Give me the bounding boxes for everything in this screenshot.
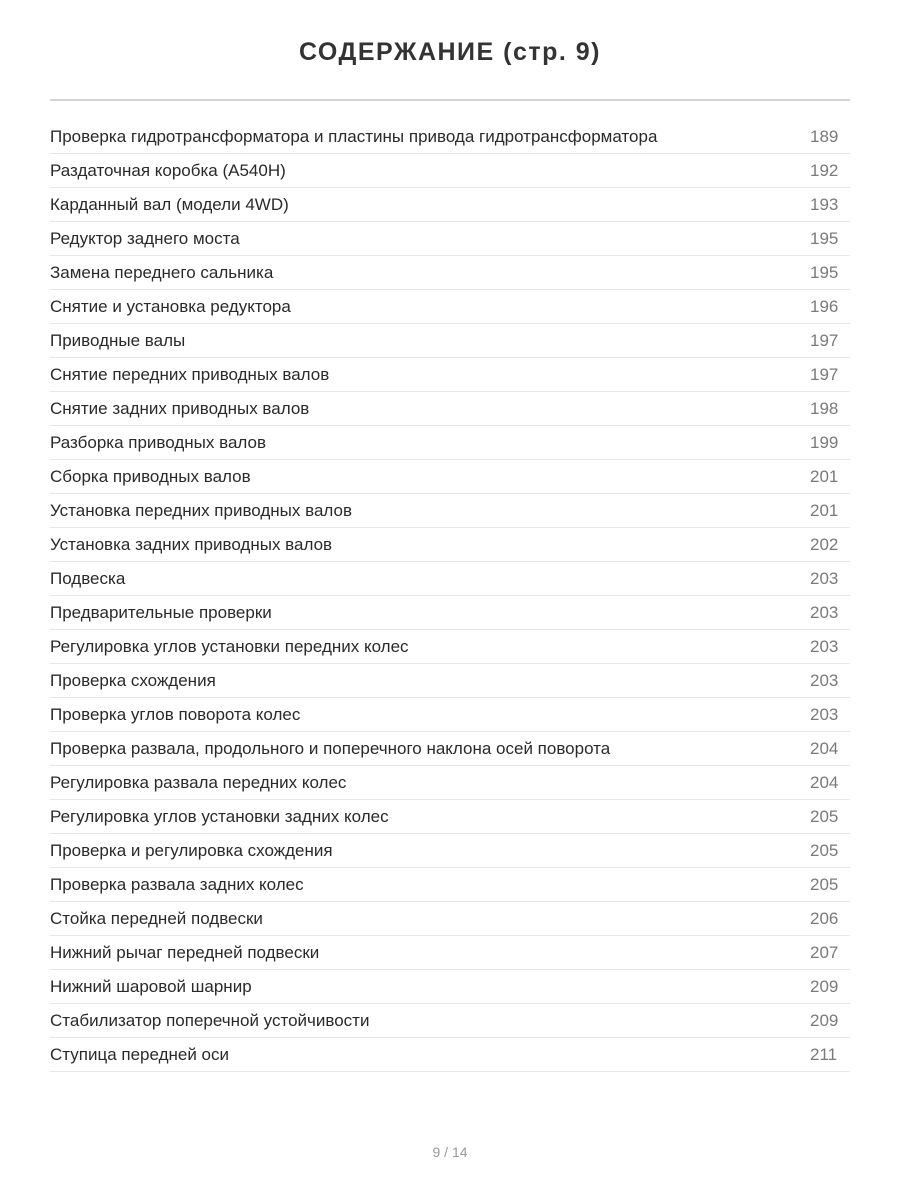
toc-entry-page: 205 — [810, 875, 839, 894]
toc-entry-title: Снятие передних приводных валов — [50, 365, 330, 384]
page-number: 9 / 14 — [432, 1144, 468, 1160]
toc-entry-title: Регулировка развала передних колес — [50, 773, 347, 792]
toc-entry-page: 195 — [810, 229, 839, 248]
toc-entry[interactable] — [50, 596, 850, 630]
toc-entry[interactable] — [50, 290, 850, 324]
toc-entry-title: Проверка и регулировка схождения — [50, 841, 333, 860]
toc-entry-title: Ступица передней оси — [50, 1045, 229, 1064]
toc-entry-title: Проверка развала задних колес — [50, 875, 304, 894]
toc-entry[interactable] — [50, 732, 850, 766]
toc-entry-page: 198 — [810, 399, 839, 418]
toc-entry[interactable] — [50, 800, 850, 834]
toc-entry-page: 203 — [810, 569, 839, 588]
page-title: СОДЕРЖАНИЕ (стр. 9) — [298, 38, 602, 66]
toc-entry-page: 203 — [810, 671, 839, 690]
toc-entry-page: 197 — [810, 365, 839, 384]
toc-entry[interactable] — [50, 154, 850, 188]
toc-entry-title: Установка передних приводных валов — [50, 501, 353, 520]
toc-entry[interactable] — [50, 494, 850, 528]
toc-entry-page: 204 — [810, 739, 839, 758]
toc-entry[interactable] — [50, 1004, 850, 1038]
toc-entry[interactable] — [50, 120, 850, 154]
toc-entry[interactable] — [50, 698, 850, 732]
toc-entry-page: 203 — [810, 603, 839, 622]
toc-entry-title: Редуктор заднего моста — [50, 229, 240, 248]
toc-entry-title: Нижний шаровой шарнир — [50, 977, 252, 996]
toc-entry-title: Снятие и установка редуктора — [50, 297, 291, 316]
toc-entry-page: 206 — [810, 909, 839, 928]
toc-entry[interactable] — [50, 630, 850, 664]
toc-entry[interactable] — [50, 766, 850, 800]
toc-entry[interactable] — [50, 426, 850, 460]
toc-entry-title: Снятие задних приводных валов — [50, 399, 310, 418]
toc-entry-page: 204 — [810, 773, 839, 792]
toc-entry-title: Стабилизатор поперечной устойчивости — [50, 1011, 370, 1030]
toc-entry-page: 197 — [810, 331, 839, 350]
toc-entry-page: 196 — [810, 297, 839, 316]
toc-entry[interactable] — [50, 936, 850, 970]
toc-entry[interactable] — [50, 222, 850, 256]
toc-entry-page: 201 — [810, 501, 839, 520]
toc-entry-title: Установка задних приводных валов — [50, 535, 333, 554]
toc-entry-title: Сборка приводных валов — [50, 467, 251, 486]
toc-entry-page: 201 — [810, 467, 839, 486]
title-divider — [50, 99, 850, 101]
toc-entry-page: 202 — [810, 535, 839, 554]
toc-entry[interactable] — [50, 664, 850, 698]
toc-entry-title: Регулировка углов установки задних колес — [50, 807, 389, 826]
toc-list — [50, 120, 850, 1072]
toc-entry[interactable] — [50, 188, 850, 222]
toc-entry-title: Раздаточная коробка (A540H) — [50, 161, 286, 180]
toc-entry-title: Приводные валы — [50, 331, 186, 350]
toc-entry-page: 203 — [810, 637, 839, 656]
toc-entry-title: Регулировка углов установки передних колес — [50, 637, 409, 656]
toc-entry[interactable] — [50, 562, 850, 596]
toc-entry-page: 189 — [810, 127, 839, 146]
toc-entry-title: Замена переднего сальника — [50, 263, 274, 282]
toc-entry-page: 209 — [810, 1011, 839, 1030]
toc-entry-page: 199 — [810, 433, 839, 452]
toc-entry-page: 207 — [810, 943, 839, 962]
toc-entry-page: 211 — [810, 1045, 838, 1064]
toc-entry[interactable] — [50, 392, 850, 426]
toc-entry-page: 205 — [810, 807, 839, 826]
toc-entry-page: 193 — [810, 195, 839, 214]
toc-entry-title: Карданный вал (модели 4WD) — [50, 195, 289, 214]
toc-entry-page: 195 — [810, 263, 839, 282]
toc-entry-title: Проверка развала, продольного и поперечного наклона осей поворота — [50, 739, 611, 758]
toc-entry-page: 192 — [810, 161, 839, 180]
toc-entry-title: Предварительные проверки — [50, 603, 272, 622]
toc-entry-title: Стойка передней подвески — [50, 909, 263, 928]
toc-entry[interactable] — [50, 460, 850, 494]
toc-entry-page: 203 — [810, 705, 839, 724]
toc-entry[interactable] — [50, 970, 850, 1004]
toc-entry-title: Подвеска — [50, 569, 126, 588]
toc-entry-title: Проверка гидротрансформатора и пластины привода гидротрансформатора — [50, 127, 658, 146]
toc-entry-title: Нижний рычаг передней подвески — [50, 943, 320, 962]
toc-entry-title: Разборка приводных валов — [50, 433, 266, 452]
toc-entry[interactable] — [50, 528, 850, 562]
toc-entry[interactable] — [50, 256, 850, 290]
toc-entry[interactable] — [50, 834, 850, 868]
toc-entry[interactable] — [50, 868, 850, 902]
toc-entry-title: Проверка схождения — [50, 671, 216, 690]
toc-entry[interactable] — [50, 1038, 850, 1072]
toc-entry-title: Проверка углов поворота колес — [50, 705, 301, 724]
toc-entry-page: 205 — [810, 841, 839, 860]
toc-entry[interactable] — [50, 358, 850, 392]
toc-entry-page: 209 — [810, 977, 839, 996]
toc-entry[interactable] — [50, 902, 850, 936]
toc-entry[interactable] — [50, 324, 850, 358]
